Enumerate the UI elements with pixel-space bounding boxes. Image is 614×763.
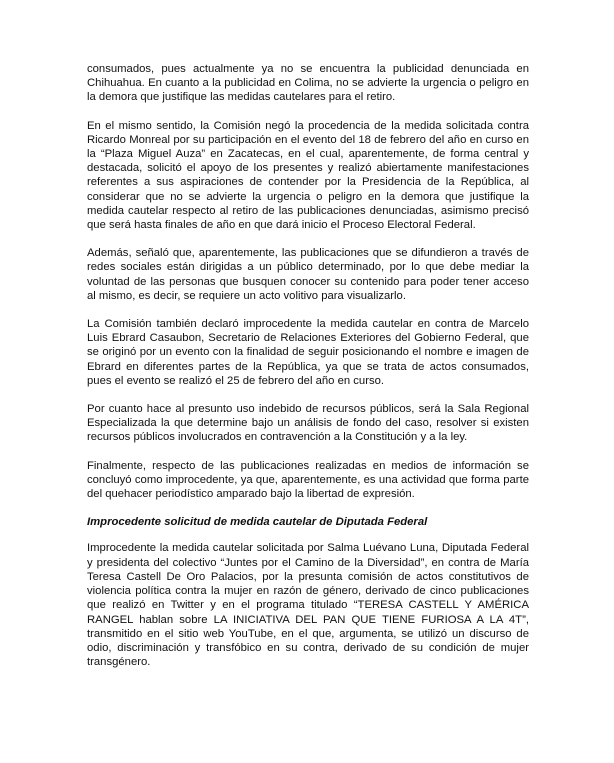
paragraph-recursos-publicos: Por cuanto hace al presunto uso indebido de recursos públicos, será la Sala Regional Especializada la que determine bajo un análisis de fondo del caso, resolver si existen recursos públicos involucrados en contravención a la Constitución y a la ley. [87,403,529,444]
paragraph-marcelo-ebrard: La Comisión también declaró improcedente la medida cautelar en contra de Marcelo Luis Ebrard Casaubon, Secretario de Relaciones Exteriores del Gobierno Federal, que se originó por un evento con la finalidad de seguir posicionando el nombre e imagen de Ebrard en diferentes partes de la República, ya que se trata de actos consumados, pues el evento se realizó el 25 de febrero del año en curso. [87,318,529,387]
paragraph-ricardo-monreal: En el mismo sentido, la Comisión negó la procedencia de la medida solicitada contra Ricardo Monreal por su participación en el evento del 18 de febrero del año en curso en la “Plaza Miguel Auza” en Zacatecas, en el cual, aparentemente, de forma central y destacada, solicitó el apoyo de los presentes y realizó abiertamente manifestaciones referentes a sus aspiraciones de contender por la Presidencia de la República, al considerar que no se advierte la urgencia o peligro en la demora que justifique la medida cautelar respecto al retiro de las publicaciones denunciadas, asimismo precisó que será hasta finales de año en que dará inicio el Proceso Electoral Federal. [87,119,529,232]
paragraph-publicidad-chihuahua-colima: consumados, pues actualmente ya no se encuentra la publicidad denunciada en Chihuahua. En cuanto a la publicidad en Colima, no se advierte la urgencia o peligro en la demora que justifique las medidas cautelares para el retiro. [87,63,529,104]
paragraph-salma-luevano: Improcedente la medida cautelar solicitada por Salma Luévano Luna, Diputada Federal y presidenta del colectivo “Juntes por el Camino de la Diversidad”, en contra de María Teresa Castell De Oro Palacios, por la presunta comisión de actos constitutivos de violencia política contra la mujer en razón de género, derivado de cinco publicaciones que realizó en Twitter y en el programa titulado “TERESA CASTELL Y AMÉRICA RANGEL hablan sobre LA INICIATIVA DEL PAN QUE TIENE FURIOSA A LA 4T”, transmitido en el sitio web YouTube, en el que, argumenta, se utilizó un discurso de odio, discriminación y transfóbico en su contra, derivado de su condición de mujer transgénero. [87,542,529,669]
document-body [87,62,529,683]
section-heading: Improcedente solicitud de medida cautelar de Diputada Federal [87,516,428,529]
paragraph-medios-informacion: Finalmente, respecto de las publicaciones realizadas en medios de información se concluyó como improcedente, ya que, aparentemente, es una actividad que forma parte del quehacer periodístico amparado bajo la libertad de expresión. [87,459,529,501]
paragraph-redes-sociales: Además, señaló que, aparentemente, las publicaciones que se difundieron a través de redes sociales están dirigidas a un público determinado, por lo que debe mediar la voluntad de las personas que busquen conocer su contenido para poder tener acceso al mismo, es decir, se requiere un acto volitivo para visualizarlo. [87,247,529,302]
